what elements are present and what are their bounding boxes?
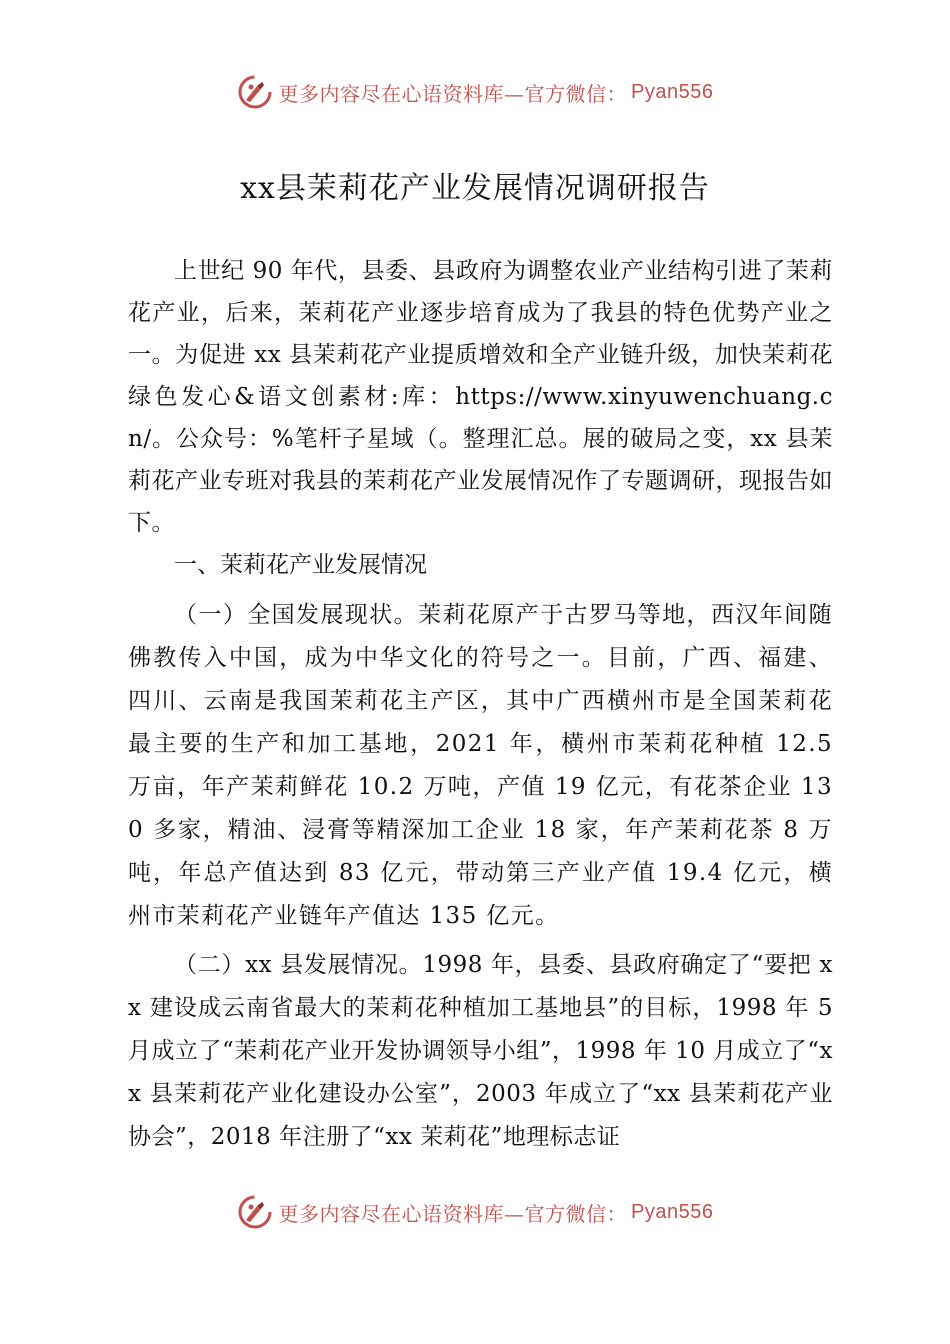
- logo-icon: [237, 74, 273, 110]
- header-watermark-banner: [0, 70, 950, 114]
- banner-handle: Pyan556: [631, 1200, 714, 1223]
- banner-text: 更多内容尽在心语资料库—官方微信：: [278, 1201, 628, 1226]
- paragraph-county-status: （二）xx 县发展情况。1998 年，县委、县政府确定了“要把 xx 建设成云南省最大的茉莉花种植加工基地县”的目标，1998 年 5 月成立了“茉莉花产业开发协调领导小组”，1998 年 10 月成立了“xx 县茉莉花产业化建设办公室”，2003 年成立了“xx 县茉莉花产业协会”，2018 年注册了“xx 茉莉花”地理标志证: [128, 952, 833, 1150]
- paragraph-national-status: （一）全国发展现状。茉莉花原产于古罗马等地，西汉年间随佛教传入中国，成为中华文化的符号之一。目前，广西、福建、四川、云南是我国茉莉花主产区，其中广西横州市是全国茉莉花最主要的生产和加工基地，2021 年，横州市茉莉花种植 12.5 万亩，年产茉莉鲜花 10.2 万吨，产值 19 亿元，有花茶企业 130 多家，精油、浸膏等精深加工企业 18 家，年产茉莉花茶 8 万吨，年总产值达到 83 亿元，带动第三产业产值 19.4 亿元，横州市茉莉花产业链年产值达 135 亿元。: [128, 602, 833, 929]
- banner-text: 更多内容尽在心语资料库—官方微信：: [278, 81, 628, 106]
- footer-watermark-banner: [0, 1190, 950, 1234]
- document-title: xx县茉莉花产业发展情况调研报告: [240, 171, 710, 206]
- logo-icon: [237, 1194, 273, 1230]
- banner-handle: Pyan556: [631, 80, 714, 103]
- paragraph-intro: 上世纪 90 年代，县委、县政府为调整农业产业结构引进了茉莉花产业，后来，茉莉花产业逐步培育成为了我县的特色优势产业之一。为促进 xx 县茉莉花产业提质增效和全产业链升级，加快茉莉花绿色发心&语文创素材:库：https://www.xinyuwenchuang.cn/。公众号：%笔杆子星域（。整理汇总。展的破局之变，xx 县茉莉花产业专班对我县的茉莉花产业发展情况作了专题调研，现报告如下。: [128, 258, 833, 536]
- document-body: [128, 250, 833, 1159]
- section-heading-1: 一、茉莉花产业发展情况: [174, 552, 427, 578]
